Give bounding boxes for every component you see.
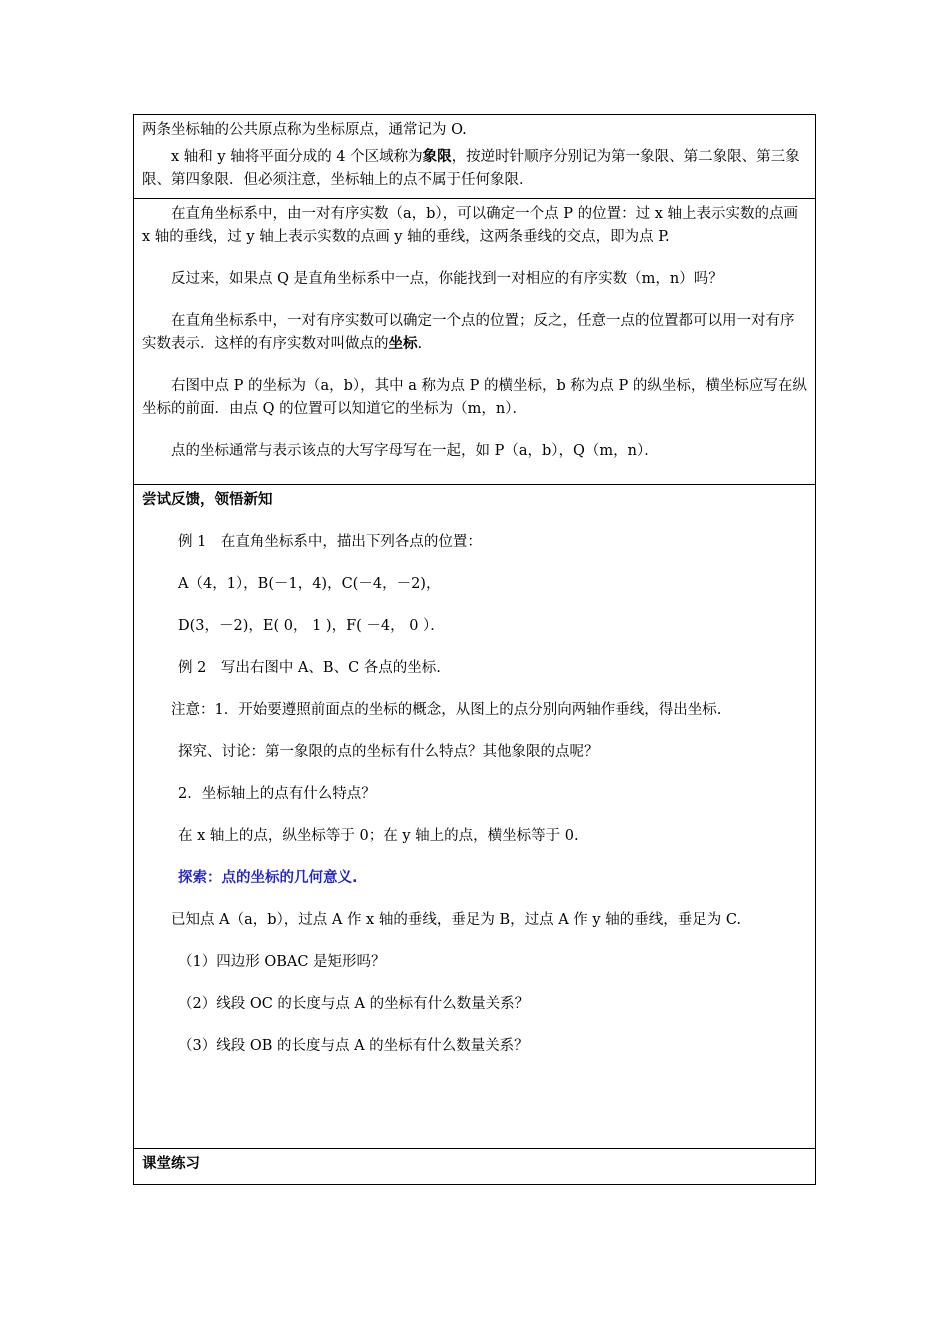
origin-text: 两条坐标轴的公共原点称为坐标原点，通常记为 O. xyxy=(142,122,467,138)
section-practice xyxy=(134,1149,816,1185)
quadrant-text-post: ，按逆时针顺序分别记为第一象限、第二象限、第三象限、第四象限．但必须注意，坐标轴上的点不属于任何象限． xyxy=(142,149,800,188)
coordinate-definition xyxy=(142,310,807,356)
example-1: 例 1 在直角坐标系中，描出下列各点的位置： xyxy=(178,534,482,550)
notation-text: 点的坐标通常与表示该点的大写字母写在一起，如 P（a，b），Q（m，n）． xyxy=(171,443,659,459)
ordered-pair-text: 在直角坐标系中，由一对有序实数（a，b），可以确定一个点 P 的位置：过 x 轴上表示实数的点画 x 轴的垂线，过 y 轴上表示实数的点画 y 轴的垂线，这两条垂线的交点，即为点 P. xyxy=(142,206,799,245)
example-1-points-line2: D(3，－2)，E( 0， 1 )，F( －4， 0 ）． xyxy=(178,618,445,634)
quadrant-text-pre: x 轴和 y 轴将平面分成的 4 个区域称为 xyxy=(171,149,423,165)
known-point-text: 已知点 A（a，b），过点 A 作 x 轴的垂线，垂足为 B，过点 A 作 y 轴的垂线，垂足为 C. xyxy=(171,912,742,928)
note-text: 注意：1．开始要遵照前面点的坐标的概念，从图上的点分别向两轴作垂线，得出坐标. xyxy=(171,702,722,718)
axis-answer: 在 x 轴上的点，纵坐标等于 0；在 y 轴上的点，横坐标等于 0. xyxy=(178,828,579,844)
quadrant-text xyxy=(142,146,807,192)
section-origin-quadrants xyxy=(134,115,816,199)
cell-practice xyxy=(134,1149,816,1185)
coordinate-definition-post: . xyxy=(417,336,423,352)
lesson-table xyxy=(133,114,816,1185)
explore-discuss: 探究、讨论：第一象限的点的坐标有什么特点？其他象限的点呢？ xyxy=(178,744,599,760)
sub-question-3: （3）线段 OB 的长度与点 A 的坐标有什么数量关系？ xyxy=(178,1038,529,1054)
feedback-heading: 尝试反馈，领悟新知 xyxy=(142,492,273,508)
quadrant-term: 象限 xyxy=(422,149,452,165)
abscissa-ordinate-text: 右图中点 P 的坐标为（a，b），其中 a 称为点 P 的横坐标，b 称为点 P 的纵坐标，横坐标应写在纵坐标的前面．由点 Q 的位置可以知道它的坐标为（m，n）． xyxy=(142,378,807,417)
sub-question-1: （1）四边形 OBAC 是矩形吗？ xyxy=(178,954,386,970)
sub-question-2: （2）线段 OC 的长度与点 A 的坐标有什么数量关系？ xyxy=(178,996,530,1012)
section-coordinates xyxy=(134,199,816,485)
cell-origin-quadrants xyxy=(134,115,816,199)
example-2: 例 2 写出右图中 A、B、C 各点的坐标. xyxy=(178,660,441,676)
section-feedback xyxy=(134,485,816,1149)
axis-question: 2．坐标轴上的点有什么特点？ xyxy=(178,786,376,802)
example-1-points-line1: A（4，1），B(－1，4)，C(－4，－2)， xyxy=(178,576,441,592)
explore-title: 探索：点的坐标的几何意义. xyxy=(178,870,358,886)
cell-feedback xyxy=(134,485,816,1149)
cell-coordinates xyxy=(134,199,816,485)
reverse-question: 反过来，如果点 Q 是直角坐标系中一点，你能找到一对相应的有序实数（m，n）吗？ xyxy=(171,271,723,287)
coordinate-term: 坐标 xyxy=(388,336,418,352)
practice-heading: 课堂练习 xyxy=(142,1156,200,1172)
coordinate-definition-pre: 在直角坐标系中，一对有序实数可以确定一个点的位置；反之，任意一点的位置都可以用一对有序实数表示．这样的有序实数对叫做点的 xyxy=(142,313,795,352)
